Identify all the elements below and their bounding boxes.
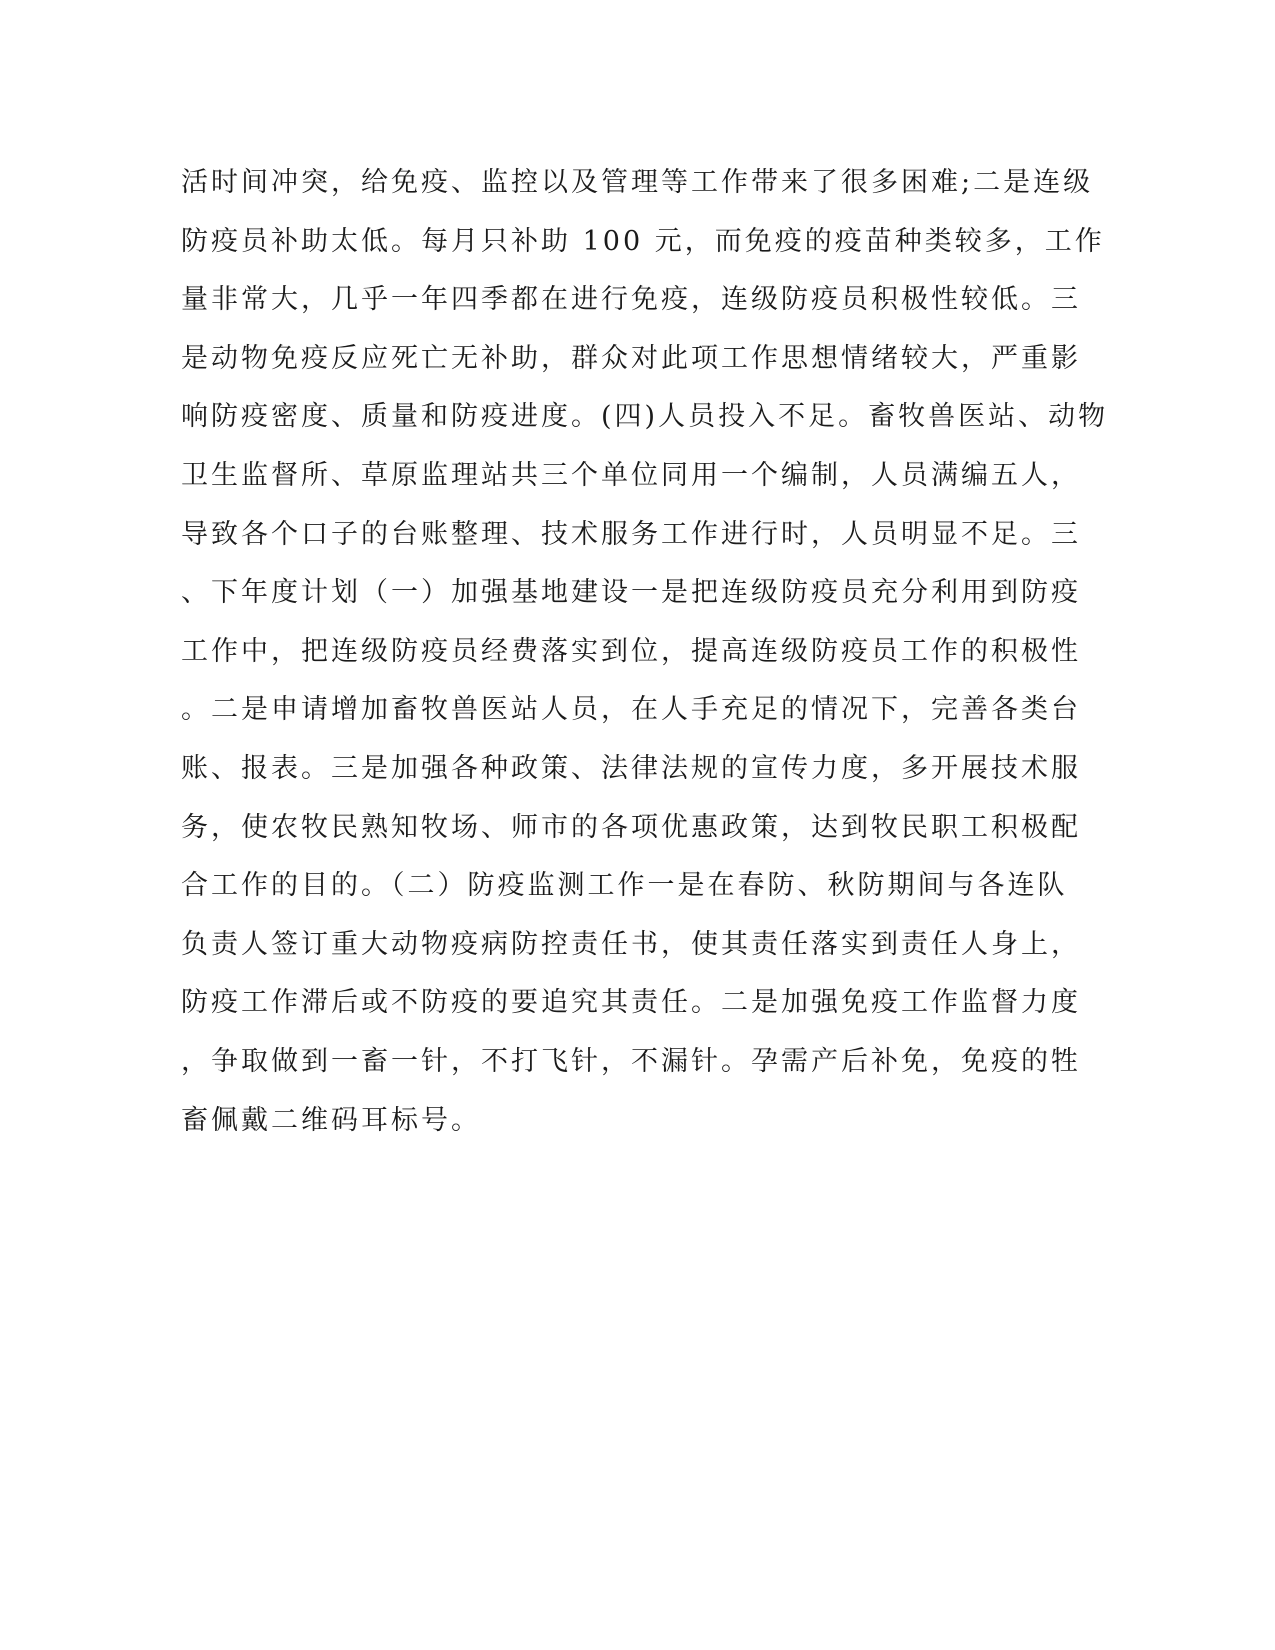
text-line: 合工作的目的。（二）防疫监测工作一是在春防、秋防期间与各连队 (181, 870, 1068, 902)
text-line: 畜佩戴二维码耳标号。 (181, 1104, 481, 1136)
text-line: ，争取做到一畜一针，不打飞针，不漏针。孕需产后补免，免疫的牲 (181, 1045, 1081, 1077)
text-line: 卫生监督所、草原监理站共三个单位同用一个编制，人员满编五人， (181, 459, 1081, 491)
body-text (181, 154, 1109, 1150)
text-line: 负责人签订重大动物疫病防控责任书，使其责任落实到责任人身上， (181, 928, 1081, 960)
text-line: 导致各个口子的台账整理、技术服务工作进行时，人员明显不足。三 (181, 518, 1081, 550)
text-line: 、下年度计划（一）加强基地建设一是把连级防疫员充分利用到防疫 (181, 577, 1081, 609)
text-line: 防疫员补助太低。每月只补助 100 元，而免疫的疫苗种类较多，工作 (181, 225, 1105, 257)
text-line: 响防疫密度、质量和防疫进度。(四)人员投入不足。畜牧兽医站、动物 (181, 401, 1109, 433)
text-line: 防疫工作滞后或不防疫的要追究其责任。二是加强免疫工作监督力度 (181, 987, 1081, 1019)
text-line: 量非常大，几乎一年四季都在进行免疫，连级防疫员积极性较低。三 (181, 284, 1081, 316)
text-line: 工作中，把连级防疫员经费落实到位，提高连级防疫员工作的积极性 (181, 635, 1081, 667)
text-line: 。二是申请增加畜牧兽医站人员，在人手充足的情况下，完善各类台 (181, 694, 1081, 726)
text-line: 活时间冲突，给免疫、监控以及管理等工作带来了很多困难;二是连级 (181, 167, 1094, 198)
text-line: 账、报表。三是加强各种政策、法律法规的宣传力度，多开展技术服 (181, 752, 1081, 784)
text-line: 务，使农牧民熟知牧场、师市的各项优惠政策，达到牧民职工积极配 (181, 811, 1081, 843)
text-line: 是动物免疫反应死亡无补助，群众对此项工作思想情绪较大，严重影 (181, 342, 1081, 374)
